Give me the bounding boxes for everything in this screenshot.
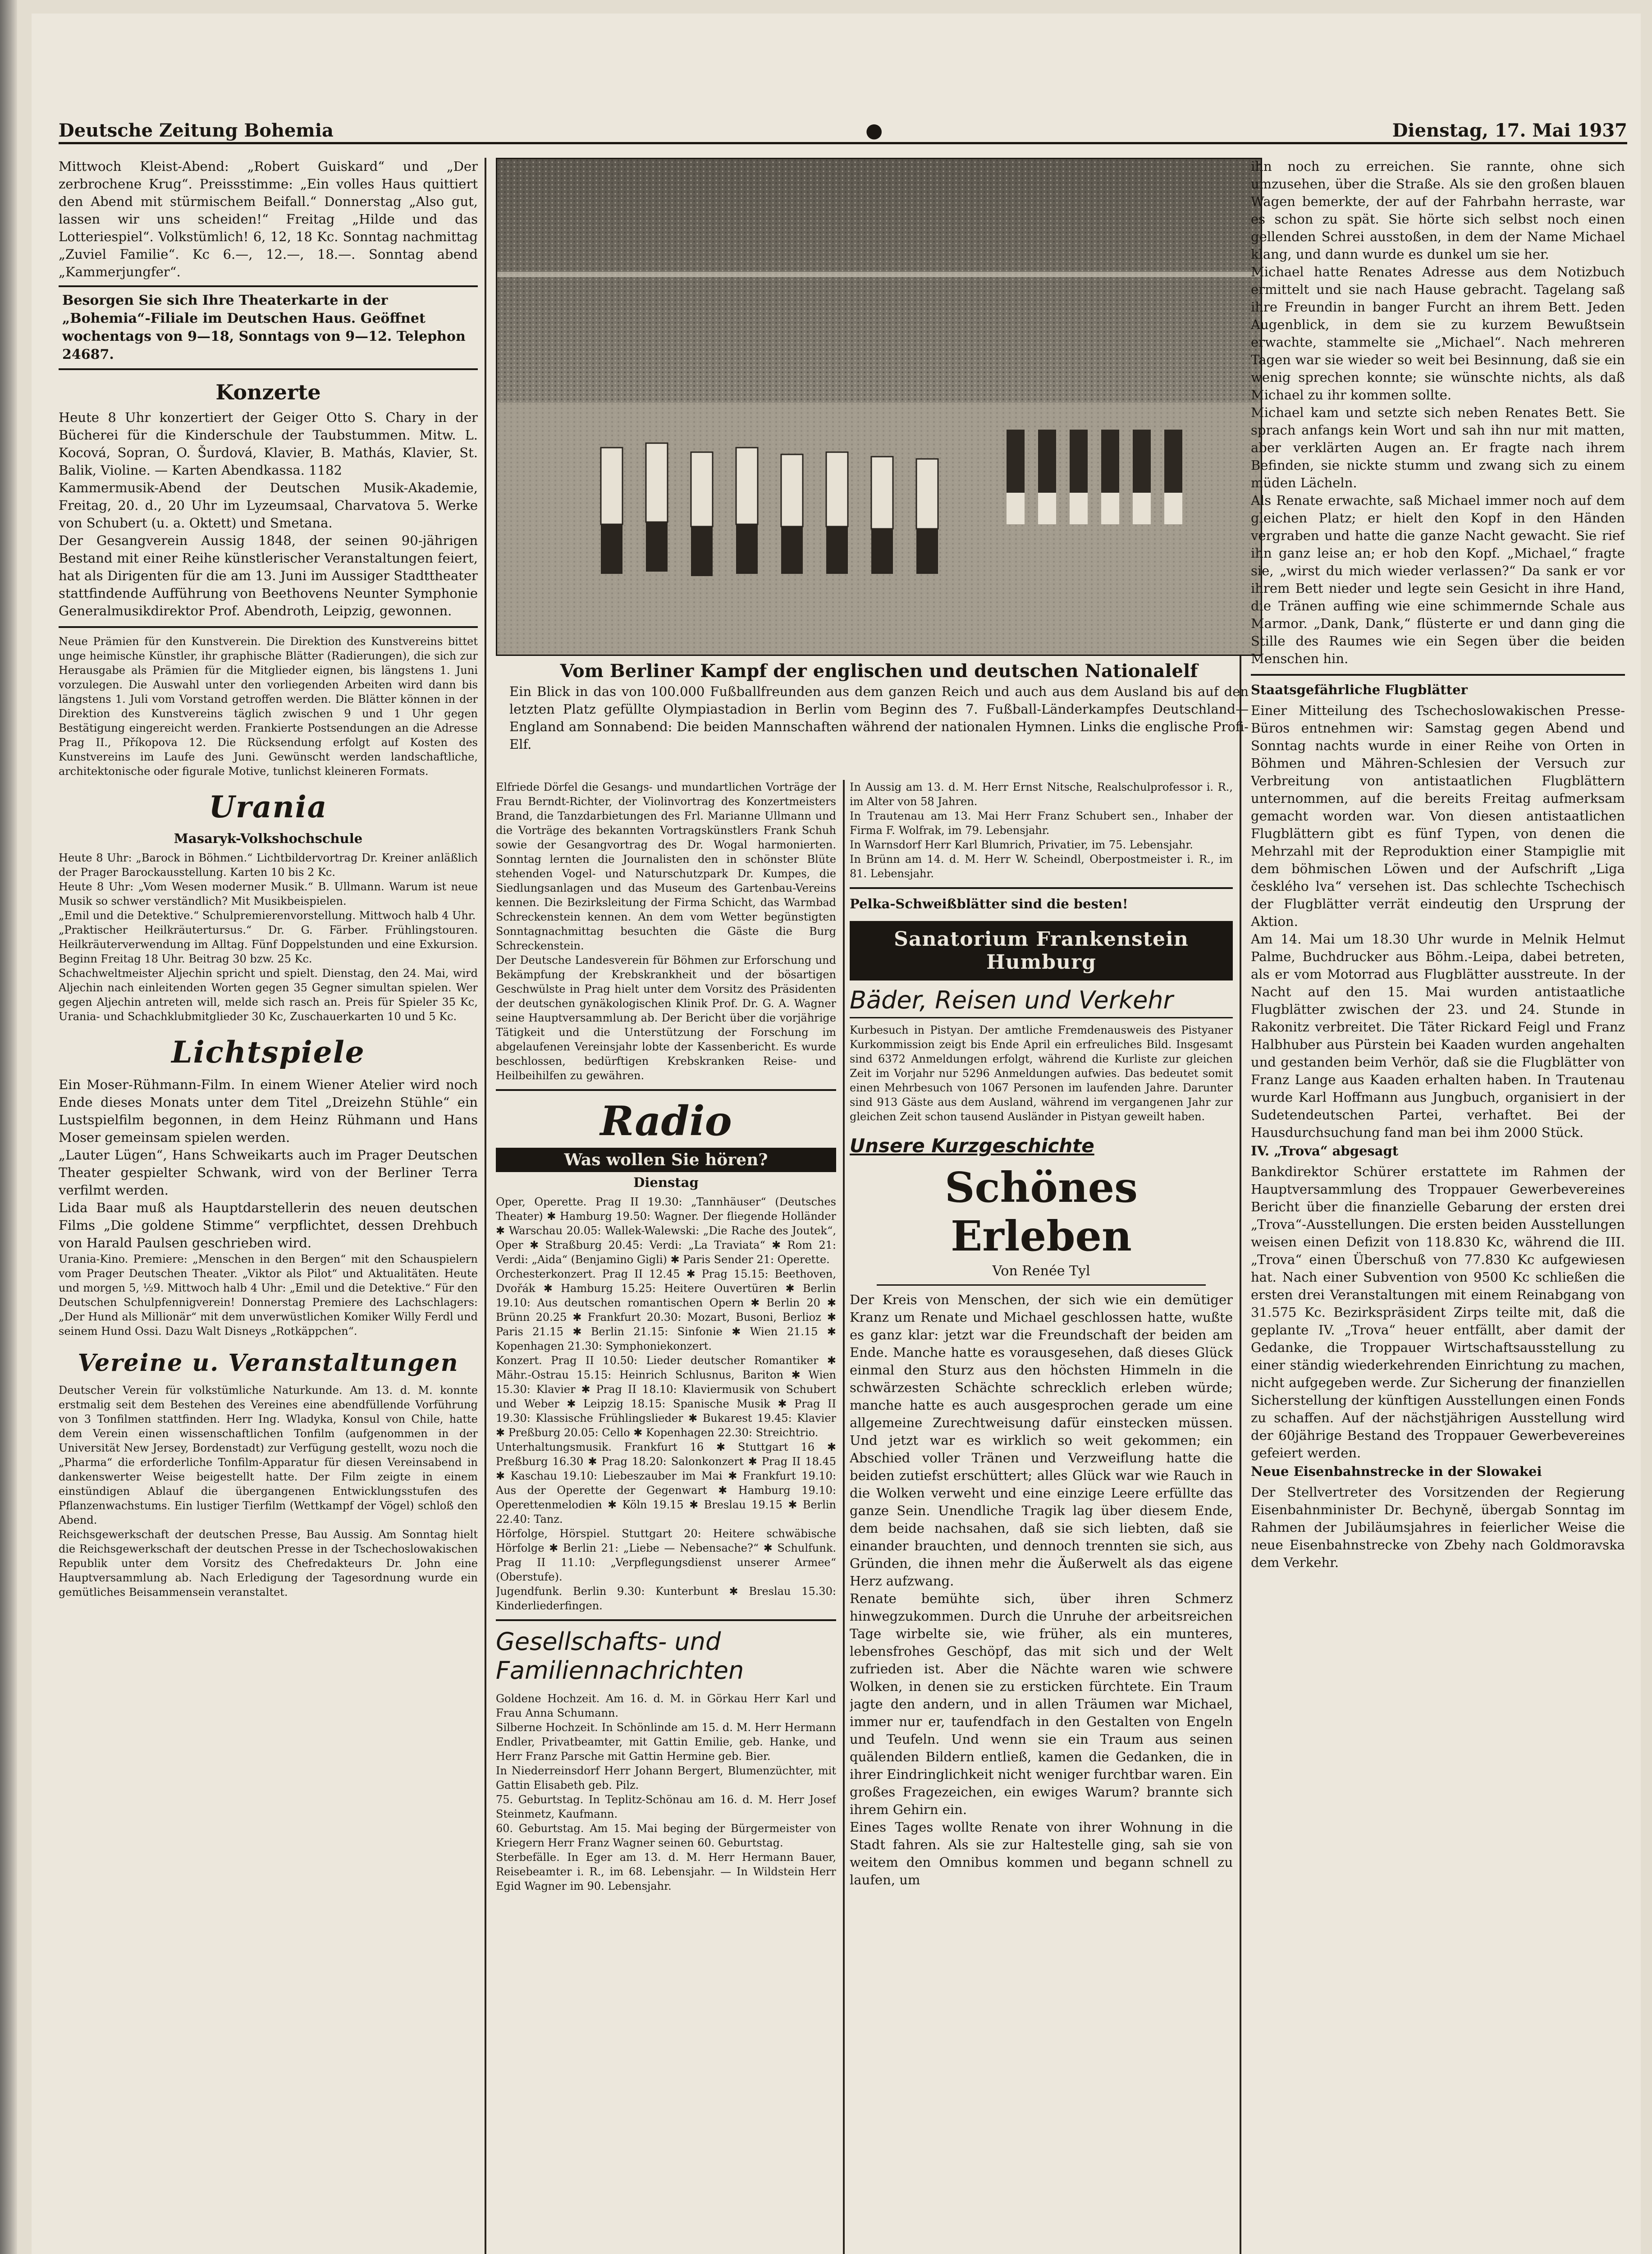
radio-program-item: Konzert. Prag II 10.50: Lieder deutscher Romantiker ✱ Mähr.-Ostrau 15.15: Heinrich Schlusnus, Bariton ✱ Wien 15.30: Klavier ✱ Prag II 18.10: Klaviermusik von Schubert und Weber ✱ Leipzig 18.15: Spanische Musik ✱ Prag II 19.30: Klassische Frühlingslieder ✱ Bukarest 19.45: Klavier ✱ Preßburg 20.05: Cello ✱ Kopenhagen 22.30: Streichtrio. [496,1354,836,1439]
story-continued-paragraph: Michael hatte Renates Adresse aus dem Notizbuch ermittelt und sie nach Hause gebracht. Tagelang saß ihre Freundin in banger Furcht an ihrem Bett. Jeden Augenblick, in dem sie zu kurzem Bewußtsein erwachte, stammelte sie „Michael“. Nach mehreren Tagen war sie wieder so weit bei Besinnung, daß sie ein wenig sprechen konnte; sie wünschte nichts, als daß Michael zu ihr kommen sollte. [1251,264,1625,403]
obituary-item: In Trautenau am 13. Mai Herr Franz Schubert sen., Inhaber der Firma F. Wolfrak, im 79. Lebensjahr. [850,810,1233,837]
news-title-flugblaetter: Staatsgefährliche Flugblätter [1251,682,1468,697]
separator [1251,674,1625,676]
newspaper-title: Deutsche Zeitung Bohemia [59,120,334,141]
radio-subtitle-bar: Was wollen Sie hören? [496,1148,836,1172]
family-item: 75. Geburtstag. In Teplitz-Schönau am 16. d. M. Herr Josef Steinmetz, Kaufmann. [496,1793,836,1820]
scan-edge-left [0,0,17,2254]
krebs-verein-article: Der Deutsche Landesverein für Böhmen zur Erforschung und Bekämpfung der Krebskrankheit und der bösartigen Geschwülste in Prag hielt unter dem Vorsitz des Präsidenten der deutschen gynäkologischen Klinik Prof. Dr. G. A. Wagner seine Hauptversammlung ab. Der Bericht über die vorjährige Tätigkeit und die Unterstützung der Forschung im abgelaufenen Vereinsjahr lobte der Kassenbericht. Es wurde beschlossen, bedürftigen Krebskranken Reise- und Heilbeihilfen zu gewähren. [496,954,836,1082]
urania-subtitle: Masaryk-Volkshochschule [174,831,363,846]
stadium-photo [496,158,1262,656]
story-continued-paragraph: Michael kam und setzte sich neben Renates Bett. Sie sprach anfangs kein Wort und sah ihn nur mit matten, aber verklärten Augen an. Er fragte nach ihrem Befinden, sie nickte stumm und zwang sich zu einem müden Lächeln. [1251,405,1625,490]
kunstverein-article: Neue Prämien für den Kunstverein. Die Direktion des Kunstvereins bittet unge heimische Künstler, ihr graphische Blätter (Radierungen), die sich zur Herausgabe als Prämien für die Mitglieder eignen, bis längstens 1. Juni vorzulegen. Die Auswahl unter den vorliegenden Arbeiten wird dann bis längstens 1. Juli vom Vorstand getroffen werden. Die Blätter können in der Direktion des Kunstvereins täglich zwischen 9 und 1 Uhr gegen Bestätigung eingereicht werden. Frankierte Postsendungen an die Adresse Prag II., Příkopova 12. Die Rücksendung erfolgt auf Kosten des Kunstvereins im Laufe des Juni. Gewünscht werden landschaftliche, architektonische oder figurale Motive, tunlichst kleineren Formats. [59,635,478,778]
separator [496,1089,836,1091]
section-title-radio: Radio [600,1097,732,1145]
lichtspiele-item: Ein Moser-Rühmann-Film. In einem Wiener Atelier wird noch Ende dieses Monats unter dem Titel „Dreizehn Stühle“ ein Lustspielfilm begonnen, in dem Heinz Rühmann und Hans Moser gemeinsam spielen werden. [59,1077,478,1145]
section-title-vereine: Vereine u. Veranstaltungen [78,1349,459,1377]
radio-program-item: Unterhaltungsmusik. Frankfurt 16 ✱ Stuttgart 16 ✱ Preßburg 16.30 ✱ Prag 18.20: Salonkonzert ✱ Prag II 18.45 ✱ Kaschau 19.10: Liebeszauber im Mai ✱ Frankfurt 19.10: Aus der Operette der Gegenwart ✱ Hamburg 19.10: Operettenmelodien ✱ Köln 19.15 ✱ Breslau 19.15 ✱ Berlin 22.40: Tanz. [496,1441,836,1526]
family-item: In Niederreinsdorf Herr Johann Bergert, Blumenzüchter, mit Gattin Elisabeth geb. Pilz. [496,1764,836,1791]
story-paragraph: Eines Tages wollte Renate von ihrer Wohnung in die Stadt fahren. Als sie zur Haltestelle ging, sah sie von weitem den Omnibus kommen und begann schnell zu laufen, um [850,1819,1233,1887]
vereine-item: Deutscher Verein für volkstümliche Naturkunde. Am 13. d. M. konnte erstmalig seit dem Bestehen des Vereines eine abendfüllende Vorführung von 3 Tonfilmen stattfinden. Herr Ing. Wladyka, Konsul von Chile, hatte dem Verein einen wissenschaftlichen Tonfilm (aufgenommen in der Universität New Jersey, Bordenstadt) zur Verfügung gestellt, wozu noch die „Pharma“ die erforderliche Tonfilm-Apparatur für diesen Vereinsabend in dankenswerter Weise beigestellt hatte. Der Film zeigte in einem einstündigen Ablauf die übergangenen Entwicklungsstufen des Pflanzenwachstums. Ein lustiger Tierfilm (Wettkampf der Vögel) schloß den Abend. [59,1384,478,1526]
photo-caption-title: Vom Berliner Kampf der englischen und deutschen Nationalelf [560,660,1198,682]
separator [59,626,478,628]
news-title-eisenbahn: Neue Eisenbahnstrecke in der Slowakei [1251,1464,1542,1479]
section-title-family: Gesellschafts- und Familiennachrichten [496,1627,744,1685]
radio-program-item: Orchesterkonzert. Prag II 12.45 ✱ Prag 15.15: Beethoven, Dvořák ✱ Hamburg 15.25: Heitere Ouvertüren ✱ Berlin 19.10: Aus deutschen romantischen Opern ✱ Berlin 20 ✱ Brünn 20.25 ✱ Frankfurt 20.30: Mozart, Busoni, Berlioz ✱ Paris 21.15 ✱ Berlin 21.15: Sinfonie ✱ Wien 21.15 ✱ Kopenhagen 21.30: Symphoniekonzert. [496,1268,836,1352]
family-item: 60. Geburtstag. Am 15. Mai beging der Bürgermeister von Kriegern Herr Franz Wagner seinen 60. Geburtstag. [496,1822,836,1849]
konzerte-item: Kammermusik-Abend der Deutschen Musik-Akademie, Freitag, 20. d., 20 Uhr im Lyzeumsaal, Charvatova 5. Werke von Schubert (u. a. Oktett) und Smetana. [59,480,478,531]
story-continued-paragraph: ihn noch zu erreichen. Sie rannte, ohne sich umzusehen, über die Straße. Als sie den großen blauen Wagen bemerkte, der auf der Fahrbahn herraste, war es schon zu spät. Sie hörte sich selbst noch einen gellenden Schrei ausstoßen, in dem der Name Michael klang, und dann wurde es dunkel um sie her. [1251,159,1625,262]
column-rule-2 [843,780,845,2254]
news-title-trova: IV. „Trova“ abgesagt [1251,1143,1399,1159]
family-item: Silberne Hochzeit. In Schönlinde am 15. d. M. Herr Hermann Endler, Privatbeamter, mit Gattin Emilie, geb. Hanke, und Herr Franz Parsche mit Gattin Hermine geb. Bier. [496,1721,836,1763]
radio-day: Dienstag [633,1175,699,1190]
news-paragraph: Einer Mitteilung des Tschechoslowakischen Presse-Büros entnehmen wir: Samstag gegen Abend und Sonntag nachts wurde in einer Reihe von Orten in Böhmen und Mähren-Schlesien der Versuch zur Verbreitung von antistaatlichen Flugblättern unternommen, auf die bereits Freitag aufmerksam gemacht worden war. Von diesen antistaatlichen Flugblättern gibt es fünf Typen, von denen die Mehrzahl mit der Reproduktion einer Stampiglie mit dem böhmischen Löwen und der Aufschrift „Liga česklého lva“ versehen ist. Das schlechte Tschechisch der Flugblätter verrät eindeutig den Ursprung der Aktion. [1251,703,1625,929]
urania-item: „Praktischer Heilkräutertursus.“ Dr. G. Färber. Frühlingstouren. Heilkräuterverwendung im Alltag. Fünf Doppelstunden und eine Exkursion. Beginn Freitag 18 Uhr. Beitrag 30 bzw. 25 Kc. [59,924,478,965]
travel-article: Kurbesuch in Pistyan. Der amtliche Fremdenausweis des Pistyaner Kurkommission zeigt bis Ende April ein erfreuliches Bild. Insgesamt sind 6372 Anmeldungen erfolgt, während die Kurliste zur gleichen Zeit im Vorjahr nur 5296 Anmeldungen aufwies. Das bedeutet somit einen Mehrbesuch von 1067 Personen im laufenden Jahre. Darunter sind 913 Gäste aus dem Ausland, während im vergangenen Jahr zur gleichen Zeit schon tausend Ausländer in Pistyan geweilt haben. [850,1024,1233,1123]
story-title: Schönes Erleben [945,1163,1138,1260]
obituary-item: In Warnsdorf Herr Karl Blumrich, Privatier, im 75. Lebensjahr. [850,838,1193,851]
konzerte-item: Der Gesangverein Aussig 1848, der seinen 90-jährigen Bestand mit einer Reihe künstlerischer Veranstaltungen feiert, hat als Dirigenten für die am 13. Juni im Aussiger Stadttheater stattfindende Aufführung von Beethovens Neunter Symphonie Generalmusikdirektor Prof. Abendroth, Leipzig, gewonnen. [59,533,478,618]
obituary-item: In Brünn am 14. d. M. Herr W. Scheindl, Oberpostmeister i. R., im 81. Lebensjahr. [850,853,1233,880]
column-2 [496,780,836,2254]
urania-item: Schachweltmeister Aljechin spricht und spielt. Dienstag, den 24. Mai, wird Aljechin nach einleitenden Worten gegen 35 Gegner simultan spielen. Wer gegen Aljechin antreten will, melde sich rasch an. Preis für Spieler 35 Kc, Urania- und Schachklubmitglieder 30 Kc, Zuschauerkarten 10 und 5 Kc. [59,967,478,1023]
small-advertisement: Pelka-Schweißblätter sind die besten! [850,896,1128,912]
column-4 [1251,158,1625,2254]
aussig-journalists-article: Elfriede Dörfel die Gesangs- und mundartlichen Vorträge der Frau Berndt-Richter, der Violinvortrag des Konzertmeisters Brand, die Tanzdarbietungen des Frl. Marianne Ullmann und die Vorträge des bekannten Vortragskünstlers Frank Schuh sowie der Gesangvortrag des Dr. Wogal harmonierten. Sonntag lernten die Journalisten den in schönster Blüte stehenden Vogel- und Naturschutzpark Dr. Kumpes, die Siedlungsanlagen und das Museum des Gartenbau-Vereins kennen. Die Bezirksleitung der Firma Schicht, das Warmbad Schreckenstein kennen. An dem vom Wetter begünstigten Sonntagnachmittag besuchten die Gäste die Burg Schreckenstein. [496,781,836,952]
separator [496,1619,836,1621]
story-continued-paragraph: Als Renate erwachte, saß Michael immer noch auf dem gleichen Platz; er hielt den Kopf in den Händen vergraben und hatte die ganze Nacht gewacht. Sie rief ihn ganz leise an; er hob den Kopf. „Michael,“ fragte sie, „wirst du mich wieder verlassen?“ Da sank er vor ihrem Bett nieder und legte sein Gesicht in ihre Hand, die Tränen auffing wie eine schimmernde Schale aus Marmor. „Dank, Dank,“ flüsterte er und dann ging die Stille des Raumes wie ein Segen über die beiden Menschen hin. [1251,493,1625,666]
lichtspiele-item: Urania-Kino. Premiere: „Menschen in den Bergen“ mit den Schauspielern vom Prager Deutschen Theater. „Viktor als Pilot“ und Aktualitäten. Heute und morgen 5, ½9. Mittwoch halb 4 Uhr: „Emil und die Detektive.“ Für den Deutschen Schulpfennigverein! Donnerstag Premiere des Lachschlagers: „Der Hund als Millionär“ mit dem unverwüstlichen Komiker Willy Ferdl und seinem Hund Ossi. Dazu Walt Disneys „Rotkäppchen“. [59,1253,478,1338]
theater-program: Mittwoch Kleist-Abend: „Robert Guiskard“ und „Der zerbrochene Krug“. Preissstimme: „Ein volles Haus quittiert den Abend mit stürmischem Beifall.“ Donnerstag „Also gut, lassen wir uns scheiden!“ Freitag „Hilde und das Lotteriespiel“. Volkstümlich! 6, 12, 18 Kc. Sonntag nachmittag „Zuviel Familie“. Kc 6.—, 12.—, 18.—. Sonntag abend „Kammerjungfer“. [59,159,478,279]
obituary-item: In Aussig am 13. d. M. Herr Ernst Nitsche, Realschulprofessor i. R., im Alter von 58 Jahren. [850,781,1233,808]
urania-item: Heute 8 Uhr: „Vom Wesen moderner Musik.“ B. Ullmann. Warum ist neue Musik so schwer verständlich? Mit Musikbeispielen. [59,880,478,907]
vereine-item: Reichsgewerkschaft der deutschen Presse, Bau Aussig. Am Sonntag hielt die Reichsgewerkschaft der deutschen Presse in der Tschechoslowakischen Republik unter dem Vorsitz des Chefredakteurs Dr. John eine Hauptversammlung ab. Nach Erledigung der Tagesordnung wurde ein gemütliches Beisammensein veranstaltet. [59,1528,478,1599]
konzerte-item: Heute 8 Uhr konzertiert der Geiger Otto S. Chary in der Bücherei für die Kinderschule der Taubstummen. Mitw. L. Kocová, Sopran, O. Šurdová, Klavier, B. Mathás, Klavier, St. Balik, Violine. — Karten Abendkassa. 1182 [59,410,478,478]
story-byline: Von Renée Tyl [992,1263,1090,1279]
news-paragraph: Bankdirektor Schürer erstattete im Rahmen der Hauptversammlung des Troppauer Gewerbevereines Bericht über die finanzielle Gebarung der ersten drei „Trova“-Ausstellungen. Die ersten beiden Ausstellungen weisen einen Defizit von 118.830 Kc, während die III. „Trova“ einen Überschuß von 77.830 Kc aufgewiesen hat. Nach einer Subvention von 9500 Kc schließen die ersten drei Veranstaltungen mit einem Reinabgang von 31.575 Kc. Bezirkspräsident Zirps teilte mit, daß die geplante IV. „Trova“ heuer entfällt, aber damit der Gedanke, die Troppauer Wirtschaftsausstellung zu einer ständig wiederkehrenden Einrichtung zu machen, nicht aufgegeben werde. Zur Sicherung der finanziellen Sicherstellung der künftigen Ausstellungen einen Fonds zu schaffen. Auf der nächstjährigen Ausstellung wird der 60jährige Bestand des Troppauer Gewerbevereines gefeiert werden. [1251,1164,1625,1461]
section-title-travel: Bäder, Reisen und Verkehr [850,986,1233,1018]
radio-program-item: Hörfolge, Hörspiel. Stuttgart 20: Heitere schwäbische Hörfolge ✱ Berlin 21: „Liebe — Nebensache?“ ✱ Schulfunk. Prag II 11.10: „Verpflegungsdienst unserer Armee“ (Oberstufe). [496,1527,836,1583]
newspaper-page [32,14,1641,2254]
lichtspiele-item: Lida Baar muß als Hauptdarstellerin des neuen deutschen Films „Die goldene Stimme“ verpflichtet, dessen Drehbuch von Harald Paulsen geschrieben wird. [59,1200,478,1251]
lichtspiele-item: „Lauter Lügen“, Hans Schweikarts auch im Prager Deutschen Theater gespielter Schwank, wird von der Berliner Terra verfilmt werden. [59,1147,478,1198]
sanatorium-advertisement: Sanatorium Frankenstein Humburg [850,921,1233,980]
radio-program-item: Oper, Operette. Prag II 19.30: „Tannhäuser“ (Deutsches Theater) ✱ Hamburg 19.50: Wagner. Der fliegende Holländer ✱ Warschau 20.05: Wallek-Walewski: „Die Rache des Joutek“, Oper ✱ Straßburg 20.45: Verdi: „La Traviata“ ✱ Rom 21: Verdi: „Aida“ (Benjamino Gigli) ✱ Paris Sender 21: Operette. [496,1196,836,1266]
column-rule-1 [485,158,486,2254]
masthead-dot: ● [865,119,883,142]
short-story-label: Unsere Kurzgeschichte [850,1135,1094,1157]
news-paragraph: Am 14. Mai um 18.30 Uhr wurde in Melnik Helmut Palme, Buchdrucker aus Böhm.-Leipa, dabei betreten, als er vom Motorrad aus Flugblätter ausstreute. In der Nacht auf den 15. Mai wurden antistaatliche Flugblätter zwischen der 23. und 24. Stunde in Rakonitz verbreitet. Die Täter Rickard Feigl und Franz Halbhuber aus Pürstein bei Kaaden wurden angehalten und gestanden beim Verhör, daß sie die Flugblätter von Franz Lange aus Kaaden erhalten haben. In Trautenau wurde Karl Hoffmann aus Jungbuch, organisiert in der Sudetendeutschen Partei, verhaftet. Bei der Hausdurchsuchung fand man bei ihm 2000 Stück. [1251,931,1625,1140]
masthead [59,117,1627,144]
separator [877,1284,1206,1286]
family-item: Sterbefälle. In Eger am 13. d. M. Herr Hermann Bauer, Reisebeamter i. R., im 68. Lebensjahr. — In Wildstein Herr Egid Wagner im 90. Lebensjahr. [496,1851,836,1892]
family-item: Goldene Hochzeit. Am 16. d. M. in Görkau Herr Karl und Frau Anna Schumann. [496,1692,836,1719]
column-1 [59,158,478,2254]
urania-item: „Emil und die Detektive.“ Schulpremierenvorstellung. Mittwoch halb 4 Uhr. [59,909,476,922]
photo-caption-text: Ein Blick in das von 100.000 Fußballfreunden aus dem ganzen Reich und auch aus dem Ausland bis auf den letzten Platz gefüllte Olympiastadion in Berlin vom Beginn des 7. Fußball-Länderkampfes Deutschland—England am Sonnabend: Die beiden Mannschaften während der nationalen Hymnen. Links die englische Profi-Elf. [509,684,1249,752]
theater-ticket-notice: Besorgen Sie sich Ihre Theaterkarte in der „Bohemia“-Filiale im Deutschen Haus. Geöffnet wochentags von 9—18, Sonntags von 9—12. Telephon 24687. [59,285,478,370]
urania-item: Heute 8 Uhr: „Barock in Böhmen.“ Lichtbildervortrag Dr. Kreiner anläßlich der Prager Barockausstellung. Karten 10 bis 2 Kc. [59,852,478,879]
story-paragraph: Renate bemühte sich, über ihren Schmerz hinwegzukommen. Durch die Unruhe der arbeitsreichen Tage wirbelte sie, wie früher, als ein munteres, lebensfrohes Geschöpf, das mit sich und der Welt zufrieden ist. Aber die Nächte waren wie schwere Wolken, in denen sie zu ersticken fürchtete. Ein Traum jagte den andern, und in allen Träumen war Michael, immer nur er, taufendfach in den Gestalten von Engeln und Teufeln. Und wenn sie ein Traum aus seinen quälenden Bildern entließ, kamen die Gedanken, die in ihrer Eindringlichkeit nicht weniger furchtbar waren. Ein großes Fragezeichen, ein ewiges Warum? brannte sich ihrem Gehirn ein. [850,1591,1233,1817]
news-paragraph: Der Stellvertreter des Vorsitzenden der Regierung Eisenbahnminister Dr. Bechyně, übergab Sonntag im Rahmen der Jubiläumsjahres in feierlicher Weise die neue Eisenbahnstrecke von Zbehy nach Goldmoravska dem Verkehr. [1251,1484,1625,1570]
section-title-lichtspiele: Lichtspiele [171,1035,365,1070]
section-title-konzerte: Konzerte [215,380,321,404]
story-paragraph: Der Kreis von Menschen, der sich wie ein demütiger Kranz um Renate und Michael geschlossen hatte, wußte es ganz klar: jetzt war die Freundschaft der beiden am Ende. Manche hatte es vorausgesehen, daß dieses Glück einmal den Sturz aus den höchsten Himmeln in die schwärzesten Schächte schrecklich erleben würde; manche hatte es auch ausgesprochen gerade um eine allgemeine Zurechtweisung dafür einstecken müssen. Und jetzt war es wirklich so weit gekommen; ein Abschied voller Tränen und Verzweiflung hatte die beiden zutiefst erschüttert; alles Glück war wie Rauch in die Wolken verweht und eine einzige Leere erfüllte das ganze Sein. Unendliche Tragik lag über diesem Ende, dem beide nachsahen, daß sie sich liebten, daß sie einander brauchten, und dennoch trennten sie sich, aus Gründen, die ihnen mehr die Äußerwelt als das eigene Herz aufzwang. [850,1292,1233,1589]
issue-date: Dienstag, 17. Mai 1937 [1392,120,1627,141]
column-3 [850,780,1233,2254]
separator [850,887,1233,889]
section-title-urania: Urania [209,789,328,825]
radio-program-item: Jugendfunk. Berlin 9.30: Kunterbunt ✱ Breslau 15.30: Kinderliederfingen. [496,1585,836,1612]
